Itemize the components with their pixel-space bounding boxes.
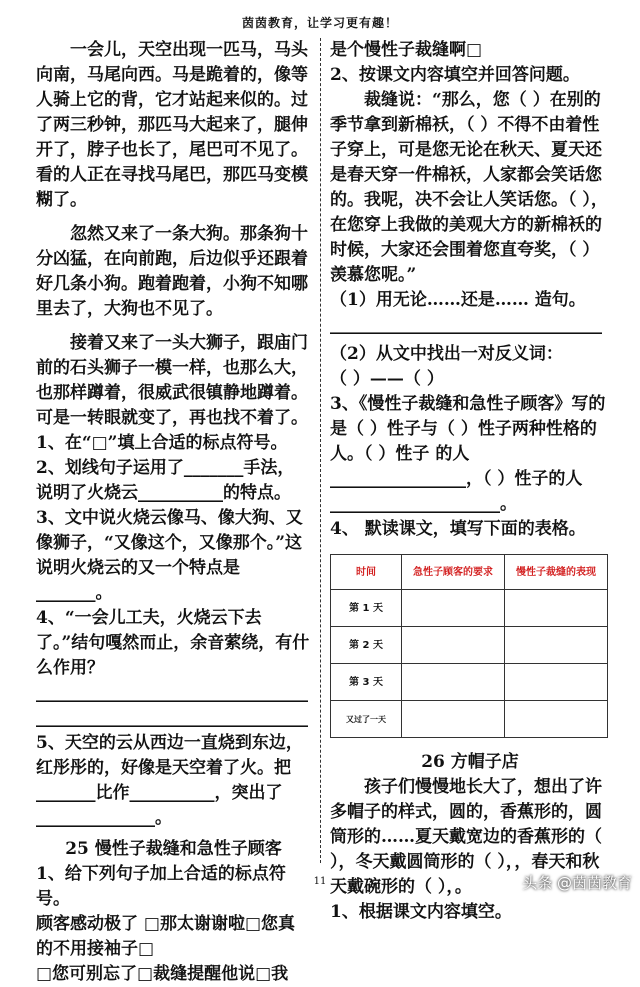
table-row-label: 第 2 天 — [331, 627, 402, 664]
table-cell — [505, 627, 608, 664]
lesson-26-title: 26 方帽子店 — [421, 752, 519, 772]
table-cell — [505, 664, 608, 701]
antonym-blanks: （ ）——（ ） — [330, 369, 444, 389]
table-row — [331, 590, 608, 627]
question-5: 5、天空的云从西边一直烧到东边，红彤彤的，好像是天空着了火。把_______比作__________，突出了______________。 — [36, 733, 303, 828]
table-row-label: 第 1 天 — [331, 590, 402, 627]
hat-shop-passage: 孩子们慢慢地长大了，想出了许多帽子的样式，圆的，香蕉形的，圆筒形的……夏天戴宽边的香蕉形的（ ），冬天戴圆筒形的（ ），，春天和秋天戴碗形的（ ），。 — [330, 777, 602, 897]
passage-dog: 忽然又来了一条大狗。那条狗十分凶猛，在向前跑，后边似乎还跟着好几条小狗。跑着跑着，小狗不知哪里去了，大狗也不见了。 — [36, 224, 308, 319]
question-3: 3、文中说火烧云像马、像大狗、又像狮子，“又像这个，又像那个。”这说明火烧云的又一个特点是_______。 — [36, 508, 303, 603]
watermark: 头条 @茵茵教育 — [522, 874, 632, 892]
left-column — [36, 38, 311, 987]
answer-line: ________________________________ — [330, 315, 602, 335]
sub-question-2: （2）从文中找出一对反义词： — [330, 344, 563, 364]
continued-sentence: 是个慢性子裁缝啊□ — [330, 40, 483, 60]
table-cell — [402, 627, 505, 664]
table-row-label: 第 3 天 — [331, 664, 402, 701]
question-2: 2、按课文内容填空并回答问题。 — [330, 65, 580, 85]
sub-question-1: （1）用无论……还是…… 造句。 — [330, 290, 586, 310]
lesson-25-sentence-2: □您可别忘了□裁缝提醒他说□我 — [36, 964, 289, 984]
question-4: 4、 默读课文，填写下面的表格。 — [330, 519, 586, 539]
passage-horse: 一会儿，天空出现一匹马，马头向南，马尾向西。马是跪着的，像等人骑上它的背，它才站起来似的。过了两三秒钟，那匹马大起来了，腿伸开了，脖子也长了，尾巴可不见了。看的人正在寻找马尾巴，那匹马变模糊了。 — [36, 40, 308, 210]
table-cell — [402, 701, 505, 738]
table-header-time: 时间 — [331, 555, 402, 590]
right-column — [330, 38, 610, 925]
question-1: 1、在“□”填上合适的标点符号。 — [36, 433, 288, 453]
table-cell — [402, 664, 505, 701]
table-row — [331, 627, 608, 664]
lesson-25-question-1: 1、给下列句子加上合适的标点符号。 — [36, 864, 286, 909]
table-cell — [505, 590, 608, 627]
table-header-customer: 急性子顾客的要求 — [402, 555, 505, 590]
passage-lion: 接着又来了一头大狮子，跟庙门前的石头狮子一模一样，也那么大，也那样蹲着，很威武很镇静地蹲着。可是一转眼就变了，再也找不着了。 — [36, 333, 308, 428]
column-divider — [320, 38, 321, 863]
question-4: 4、“一会儿工夫，火烧云下去了。”结句嘎然而止，余音萦绕，有什么作用？ — [36, 608, 310, 678]
table-header-tailor: 慢性子裁缝的表现 — [505, 555, 608, 590]
tailor-table — [330, 554, 608, 738]
lesson-26-question-1: 1、根据课文内容填空。 — [330, 902, 512, 922]
page-number: 11 — [313, 876, 327, 887]
answer-line: ________________________________ — [36, 708, 308, 728]
table-row-label: 又过了一天 — [331, 701, 402, 738]
lesson-25-sentence: 顾客感动极了 □那太谢谢啦□您真的不用接袖子□ — [36, 914, 296, 959]
page-header: 茵茵教育，让学习更有趣！ — [241, 16, 398, 30]
table-row — [331, 701, 608, 738]
question-2: 2、划线句子运用了_______手法，说明了火烧云__________的特点。 — [36, 458, 295, 503]
tailor-passage: 裁缝说：“那么，您（ ）在别的季节拿到新棉袄，（ ）不得不由着性子穿上，可是您无论在秋天、夏天还是春天穿一件棉袄，人家都会笑话您的。我呢，决不会让人笑话您。（ ），在您穿上我做的美观大方的新棉袄的时候，大家还会围着您直夸奖，（ ）羡慕您呢。” — [330, 90, 608, 285]
lesson-25-title: 25 慢性子裁缝和急性子顾客 — [65, 839, 282, 859]
answer-line: ________________________________ — [36, 683, 308, 703]
table-cell — [505, 701, 608, 738]
table-cell — [402, 590, 505, 627]
question-3: 3、《慢性子裁缝和急性子顾客》写的是（ ）性子与（ ）性子两种性格的人。（ ）性子 的人________________，（ ）性子的人____________________。 — [330, 394, 606, 514]
table-row — [331, 664, 608, 701]
